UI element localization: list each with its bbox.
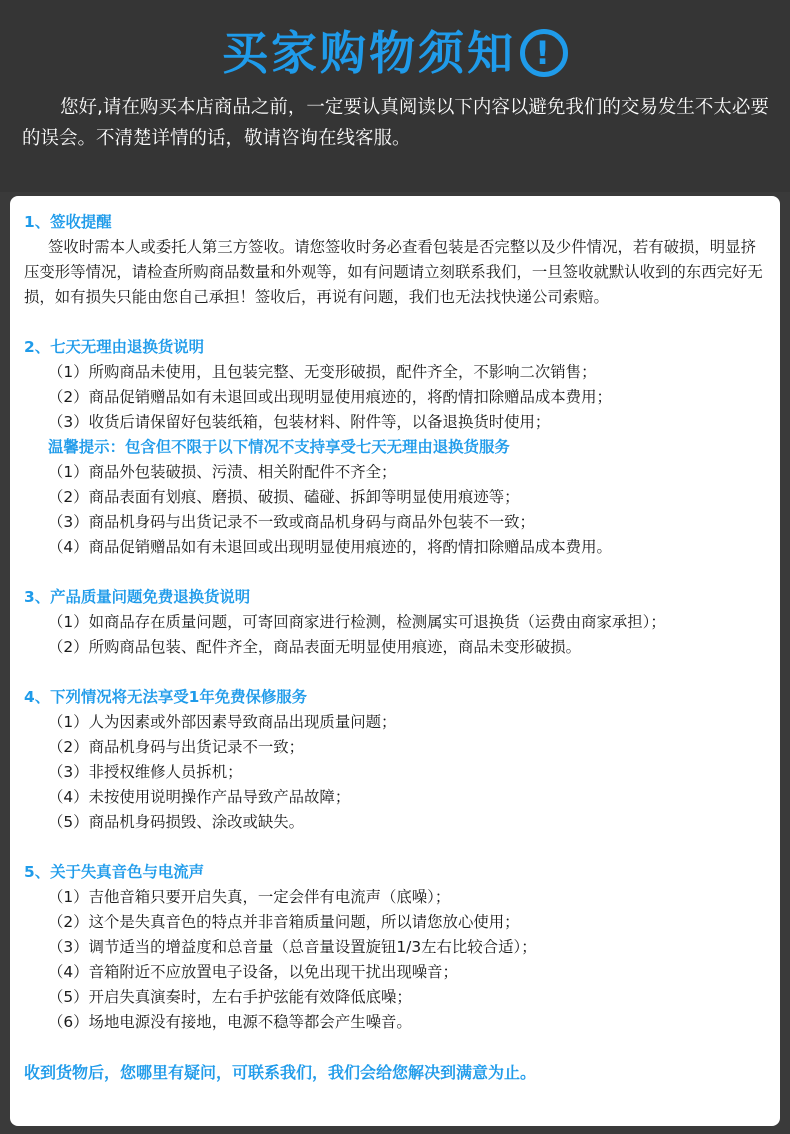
list-item: （1）人为因素或外部因素导致商品出现质量问题； <box>48 713 397 731</box>
section-title-distortion-noise: 5、关于失真音色与电流声 <box>24 863 205 881</box>
section-title-warranty-exclusions: 4、下列情况将无法享受1年免费保修服务 <box>24 688 308 706</box>
closing-note: 收到货物后，您哪里有疑问，可联系我们，我们会给您解决到满意为止。 <box>24 1063 537 1082</box>
warm-tip: 温馨提示：包含但不限于以下情况不支持享受七天无理由退换货服务 <box>48 438 510 456</box>
section-title-seven-day-return: 2、七天无理由退换货说明 <box>24 338 205 356</box>
section-body-signing: 签收时需本人或委托人第三方签收。请您签收时务必查看包装是否完整以及少件情况，若有破损，明显挤压变形等情况，请检查所购商品数量和外观等，如有问题请立刻联系我们，一旦签收就默认收到的东西完好无损，如有损失只能由您自己承担！签收后，再说有问题，我们也无法找快递公司索赔。 <box>24 238 763 306</box>
list-item: （2）所购商品包装、配件齐全，商品表面无明显使用痕迹，商品未变形破损。 <box>48 638 582 656</box>
list-item: （1）如商品存在质量问题，可寄回商家进行检测，检测属实可退换货（运费由商家承担）； <box>48 613 666 631</box>
list-item: （3）非授权维修人员拆机； <box>48 763 243 781</box>
list-item: （2）商品机身码与出货记录不一致； <box>48 738 305 756</box>
list-item: （4）未按使用说明操作产品导致产品故障； <box>48 788 351 806</box>
list-item: （3）商品机身码与出货记录不一致或商品机身码与商品外包装不一致； <box>48 513 535 531</box>
list-item: （1）吉他音箱只要开启失真，一定会伴有电流声（底噪）； <box>48 888 451 906</box>
list-item: （3）收货后请保留好包装纸箱，包装材料、附件等，以备退换货时使用； <box>48 413 551 431</box>
list-item: （5）商品机身码损毁、涂改或缺失。 <box>48 813 305 831</box>
intro-text-block <box>22 92 772 154</box>
section-title-signing: 1、签收提醒 <box>24 213 112 231</box>
list-item: （1）所购商品未使用，且包装完整、无变形破损，配件齐全，不影响二次销售； <box>48 363 597 381</box>
page-title <box>0 24 790 82</box>
intro-text: 您好,请在购买本店商品之前，一定要认真阅读以下内容以避免我们的交易发生不太必要的误会。不清楚详情的话，敬请咨询在线客服。 <box>22 97 769 149</box>
exclamation-icon: ! <box>520 29 568 77</box>
list-item: （2）商品促销赠品如有未退回或出现明显使用痕迹的，将酌情扣除赠品成本费用； <box>48 388 612 406</box>
header-banner <box>0 0 790 192</box>
notice-content <box>24 210 769 1085</box>
list-item: （5）开启失真演奏时，左右手护弦能有效降低底噪； <box>48 988 412 1006</box>
list-item: （4）音箱附近不应放置电子设备，以免出现干扰出现噪音； <box>48 963 458 981</box>
list-item: （1）商品外包装破损、污渍、相关附配件不齐全； <box>48 463 397 481</box>
list-item: （4）商品促销赠品如有未退回或出现明显使用痕迹的，将酌情扣除赠品成本费用。 <box>48 538 612 556</box>
list-item: （6）场地电源没有接地，电源不稳等都会产生噪音。 <box>48 1013 412 1031</box>
title-text: 买家购物须知 <box>222 26 516 80</box>
notice-panel <box>10 196 780 1126</box>
list-item: （3）调节适当的增益度和总音量（总音量设置旋钮1/3左右比较合适）； <box>48 938 537 956</box>
section-title-quality-return: 3、产品质量问题免费退换货说明 <box>24 588 251 606</box>
list-item: （2）商品表面有划痕、磨损、破损、磕碰、拆卸等明显使用痕迹等； <box>48 488 520 506</box>
list-item: （2）这个是失真音色的特点并非音箱质量问题，所以请您放心使用； <box>48 913 520 931</box>
